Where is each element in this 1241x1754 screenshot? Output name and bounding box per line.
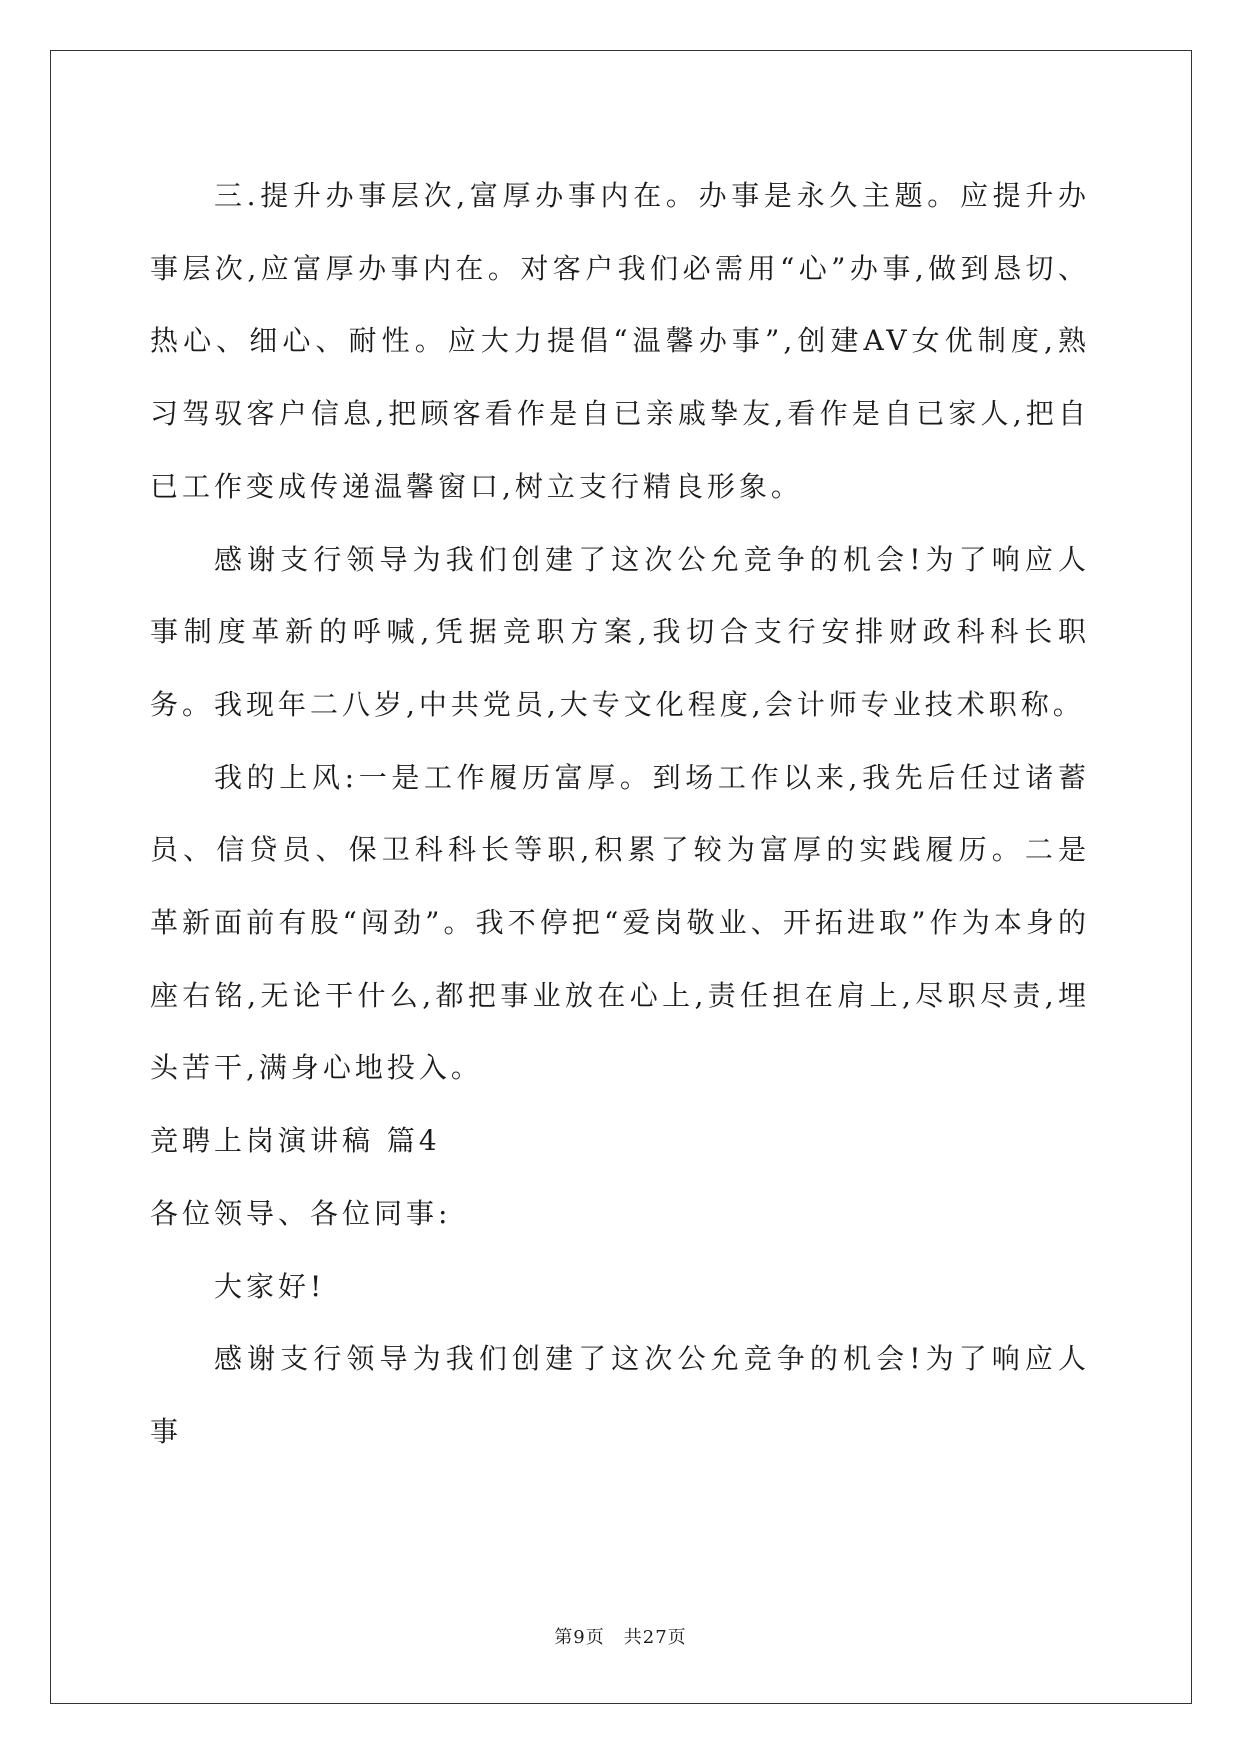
- paragraph-strengths: 我的上风:一是工作履历富厚。到场工作以来,我先后任过诸蓄员、信贷员、保卫科科长等职,积累了较为富厚的实践履历。二是革新面前有股“闯劲”。我不停把“爱岗敬业、开拓进取”作为本身的座右铭,无论干什么,都把事业放在心上,责任担在肩上,尽职尽责,埋头苦干,满身心地投入。: [150, 760, 1090, 1085]
- paragraph-thanks: 感谢支行领导为我们创建了这次公允竞争的机会!为了响应人事制度革新的呼喊,凭据竞职方案,我切合支行安排财政科科长职务。我现年二八岁,中共党员,大专文化程度,会计师专业技术职称。: [150, 542, 1090, 721]
- paragraph-thanks-continued: 感谢支行领导为我们创建了这次公允竞争的机会!为了响应人事: [150, 1342, 1090, 1448]
- greeting: 大家好!: [214, 1269, 326, 1303]
- section-heading: 竞聘上岗演讲稿 篇4: [150, 1124, 441, 1158]
- document-body: [150, 160, 1090, 1469]
- salutation: 各位领导、各位同事:: [150, 1196, 452, 1230]
- paragraph-section-three: 三.提升办事层次,富厚办事内在。办事是永久主题。应提升办事层次,应富厚办事内在。对客户我们必需用“心”办事,做到恳切、热心、细心、耐性。应大力提倡“温馨办事”,创建AV女优制度,熟习驾驭客户信息,把顾客看作是自已亲戚挚友,看作是自已家人,把自已工作变成传递温馨窗口,树立支行精良形象。: [150, 179, 1090, 503]
- page-footer: [0, 1623, 1241, 1649]
- page-number: 第9页 共27页: [554, 1627, 687, 1648]
